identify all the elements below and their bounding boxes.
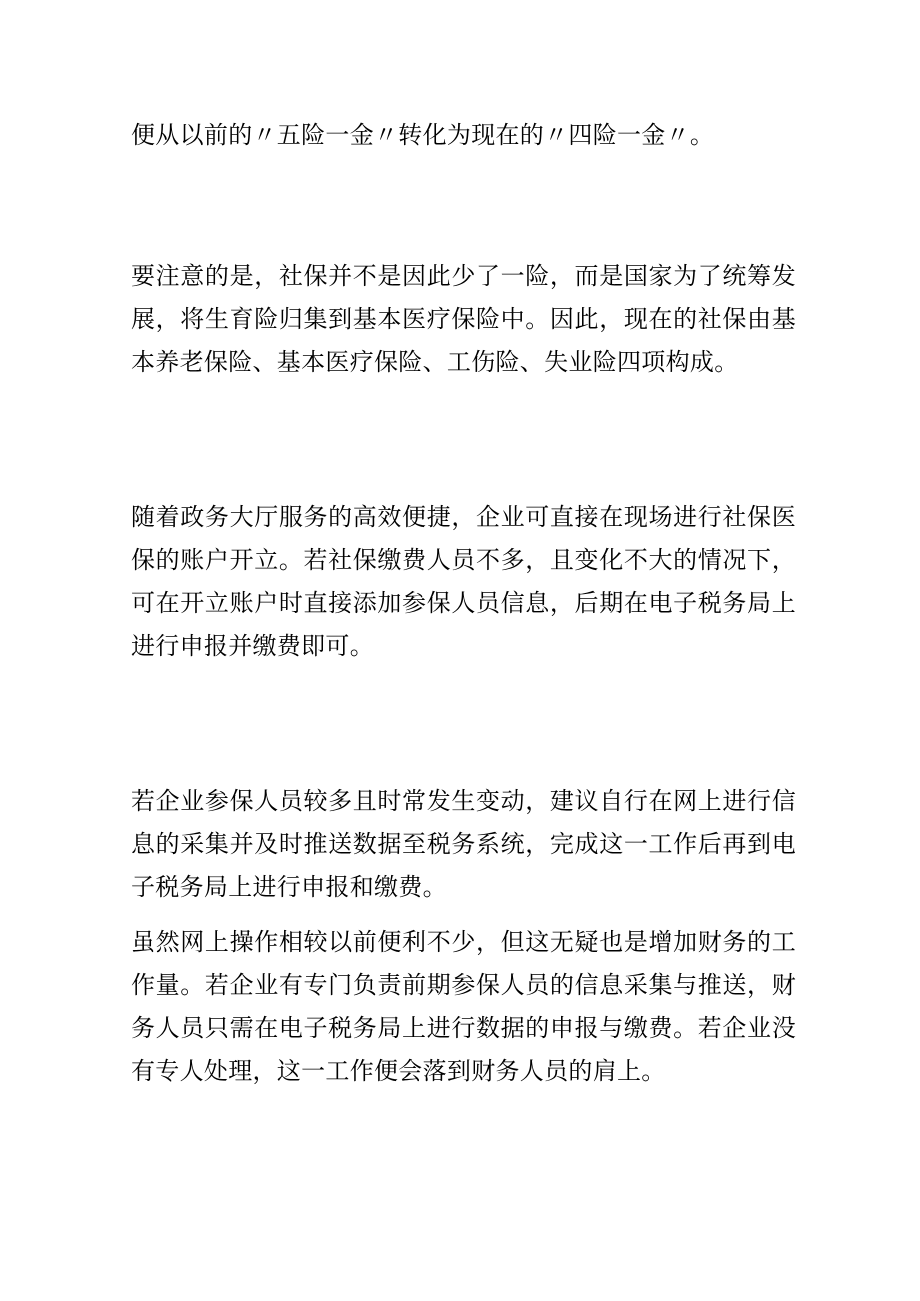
- paragraph-2: 要注意的是，社保并不是因此少了一险，而是国家为了统筹发展，将生育险归集到基本医疗保险中。因此，现在的社保由基本养老保险、基本医疗保险、工伤险、失业险四项构成。: [131, 262, 796, 376]
- paragraph-3: 随着政务大厅服务的高效便捷，企业可直接在现场进行社保医保的账户开立。若社保缴费人员不多，且变化不大的情况下，可在开立账户时直接添加参保人员信息，后期在电子税务局上进行申报并缴费即可。: [131, 503, 796, 660]
- paragraph-5: 虽然网上操作相较以前便利不少，但这无疑也是增加财务的工作量。若企业有专门负责前期参保人员的信息采集与推送，财务人员只需在电子税务局上进行数据的申报与缴费。若企业没有专人处理，这一工作便会落到财务人员的肩上。: [131, 928, 796, 1085]
- paragraph-4: 若企业参保人员较多且时常发生变动，建议自行在网上进行信息的采集并及时推送数据至税务系统，完成这一工作后再到电子税务局上进行申报和缴费。: [131, 787, 796, 901]
- paragraph-1: 便从以前的〃五险一金〃转化为现在的〃四险一金〃。: [131, 121, 715, 149]
